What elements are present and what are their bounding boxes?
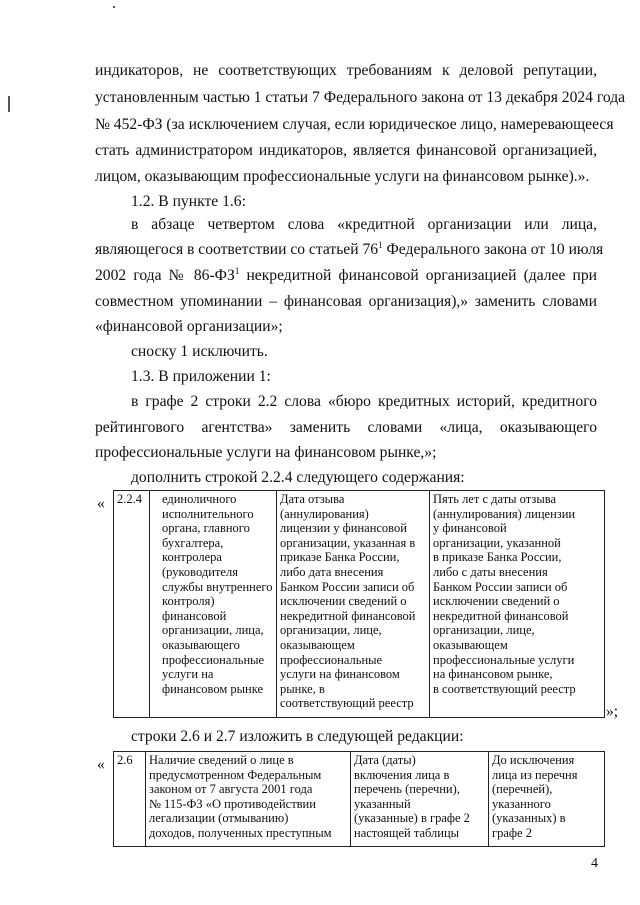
scan-mark-dot <box>113 6 115 8</box>
cell-line: (указанные) в графе 2 <box>354 811 470 826</box>
cell-line: финансовом рынке <box>162 681 264 696</box>
table-1-cell-number <box>114 491 150 718</box>
cell-line: либо с даты внесения <box>433 564 548 579</box>
cell-line: приказе Банка России, <box>280 550 400 565</box>
row-number: 2.2.4 <box>117 492 142 506</box>
page-number: 4 <box>591 856 598 871</box>
clause-1-3-heading: 1.3. В приложении 1: <box>131 368 271 385</box>
cell-line: единоличного <box>162 492 237 506</box>
cell-line: настоящей таблицы <box>354 825 460 840</box>
cell-line: (аннулирования) лицензии <box>433 506 576 521</box>
cell-line: услуги на <box>162 667 214 682</box>
cell-line: включения лица в <box>354 767 450 782</box>
cell-line: органа, главного <box>162 521 250 536</box>
paragraph-1-line-3: № 452-ФЗ (за исключением случая, если юридическое лицо, намеревающееся <box>95 116 614 133</box>
paragraph-2-line-4: совместном упоминании – финансовая организация),» заменить словами <box>95 293 597 310</box>
cell-line: (руководителя <box>162 564 238 579</box>
footnote-remove-line: сноску 1 исключить. <box>131 343 268 360</box>
paragraph-3-line-2: рейтингового агентства» заменить словами «лица, оказывающего <box>95 419 597 436</box>
paragraph-2-text-b: Федерального закона от 10 июля <box>382 241 604 258</box>
scan-mark-margin <box>8 96 10 112</box>
cell-line: контролера <box>162 550 222 565</box>
cell-line: исключении сведений о <box>280 594 407 609</box>
rows-instruction: строки 2.6 и 2.7 изложить в следующей редакции: <box>131 728 464 745</box>
paragraph-1-line-2: установленным частью 1 статьи 7 Федерального закона от 13 декабря 2024 года <box>95 89 626 106</box>
cell-line: законом от 7 августа 2001 года <box>149 782 313 797</box>
table-1-cell-start-date <box>277 491 430 718</box>
cell-line: на финансовом рынке, <box>433 667 553 682</box>
cell-line: Банком России записи об <box>280 579 415 594</box>
cell-line: оказывающем <box>280 637 355 652</box>
clause-1-2-heading: 1.2. В пункте 1.6: <box>131 193 246 210</box>
cell-line: финансовой <box>162 608 227 623</box>
cell-line: Дата (даты) <box>354 753 416 767</box>
cell-line: Пять лет с даты отзыва <box>433 492 557 506</box>
cell-line: графе 2 <box>492 825 532 840</box>
paragraph-2-text-c: 2002 года № 86-ФЗ <box>95 267 235 284</box>
cell-line: (перечней), <box>492 782 553 797</box>
cell-line: (аннулирования) <box>280 506 369 521</box>
paragraph-3-line-3: профессиональные услуги на финансовом рынке,»; <box>95 444 437 461</box>
cell-line: До исключения <box>492 753 575 767</box>
table-2-cell-subject <box>146 752 351 847</box>
paragraph-1-line-1: индикаторов, не соответствующих требованиям к деловой репутации, <box>95 62 597 79</box>
table-1-open-quote: « <box>97 495 105 512</box>
table-1-cell-period <box>430 491 605 718</box>
cell-line: перечень (перечни), <box>354 782 460 797</box>
add-row-instruction: дополнить строкой 2.2.4 следующего содержания: <box>131 469 465 486</box>
row-number: 2.6 <box>117 753 133 767</box>
paragraph-2-line-5: «финансовой организации»; <box>95 318 283 335</box>
cell-line: указанный <box>354 796 411 811</box>
cell-line: у финансовой <box>433 521 507 536</box>
paragraph-3-line-1: в графе 2 строки 2.2 слова «бюро кредитных историй, кредитного <box>131 393 597 410</box>
paragraph-2-text-d: некредитной финансовой организацией (далее при <box>239 267 597 284</box>
table-1-close-quote: »; <box>606 703 619 720</box>
table-2-cell-date <box>351 752 489 847</box>
cell-line: рынке, в <box>280 681 325 696</box>
cell-line: оказывающего <box>162 637 240 652</box>
cell-line: исполнительного <box>162 506 254 521</box>
table-1 <box>113 490 605 718</box>
cell-line: либо дата внесения <box>280 564 384 579</box>
cell-line: профессиональные <box>162 652 265 667</box>
cell-line: организации, лице, <box>280 623 382 638</box>
cell-line: организации, указанной <box>433 535 561 550</box>
cell-line: Банком России записи об <box>433 579 568 594</box>
cell-line: контроля) <box>162 594 215 609</box>
table-2-cell-number <box>114 752 146 847</box>
cell-line: указанного <box>492 796 551 811</box>
table-2-open-quote: « <box>97 756 105 773</box>
cell-line: лицензии у финансовой <box>280 521 407 536</box>
cell-line: некредитной финансовой <box>433 608 569 623</box>
cell-line: бухгалтера, <box>162 535 224 550</box>
table-2-cell-period <box>489 752 605 847</box>
cell-line: исключении сведений о <box>433 594 560 609</box>
cell-line: доходов, полученных преступным <box>149 825 332 840</box>
table-1-row-2-2-4 <box>114 491 605 718</box>
cell-line: лица из перечня <box>492 767 578 782</box>
cell-line: организации, лице, <box>433 623 535 638</box>
paragraph-1-line-4: стать администратором индикаторов, является финансовой организацией, <box>95 142 597 159</box>
paragraph-2-line-2 <box>95 240 604 259</box>
cell-line: легализации (отмыванию) <box>149 811 289 826</box>
cell-line: (указанных) в <box>492 811 566 826</box>
footnote-marker: 1 <box>234 266 240 276</box>
table-2-row-2-6 <box>114 752 605 847</box>
cell-line: организации, указанная в <box>280 535 416 550</box>
cell-line: услуги на финансовом <box>280 667 400 682</box>
table-1-cell-subject <box>150 491 277 718</box>
paragraph-2-text-a: являющегося в соответствии со статьей 76 <box>95 241 379 258</box>
footnote-marker: 1 <box>378 240 383 250</box>
table-2 <box>113 751 605 847</box>
cell-line: оказывающем <box>433 637 508 652</box>
cell-line: организации, лица, <box>162 623 264 638</box>
paragraph-1-line-5: лицом, оказывающим профессиональные услуги на финансовом рынке).». <box>95 168 590 185</box>
cell-line: в соответствующий реестр <box>433 681 576 696</box>
cell-line: некредитной финансовой <box>280 608 416 623</box>
cell-line: профессиональные <box>280 652 383 667</box>
cell-line: службы внутреннего <box>162 579 273 594</box>
cell-line: в приказе Банка России, <box>433 550 562 565</box>
cell-line: предусмотренном Федеральным <box>149 767 322 782</box>
cell-line: Наличие сведений о лице в <box>149 753 294 767</box>
paragraph-2-line-3 <box>95 267 597 285</box>
cell-line: соответствующий реестр <box>280 696 414 711</box>
cell-line: № 115-ФЗ «О противодействии <box>149 796 316 811</box>
cell-line: Дата отзыва <box>280 492 345 506</box>
cell-line: профессиональные услуги <box>433 652 575 667</box>
paragraph-2-line-1: в абзаце четвертом слова «кредитной организации или лица, <box>131 216 597 233</box>
